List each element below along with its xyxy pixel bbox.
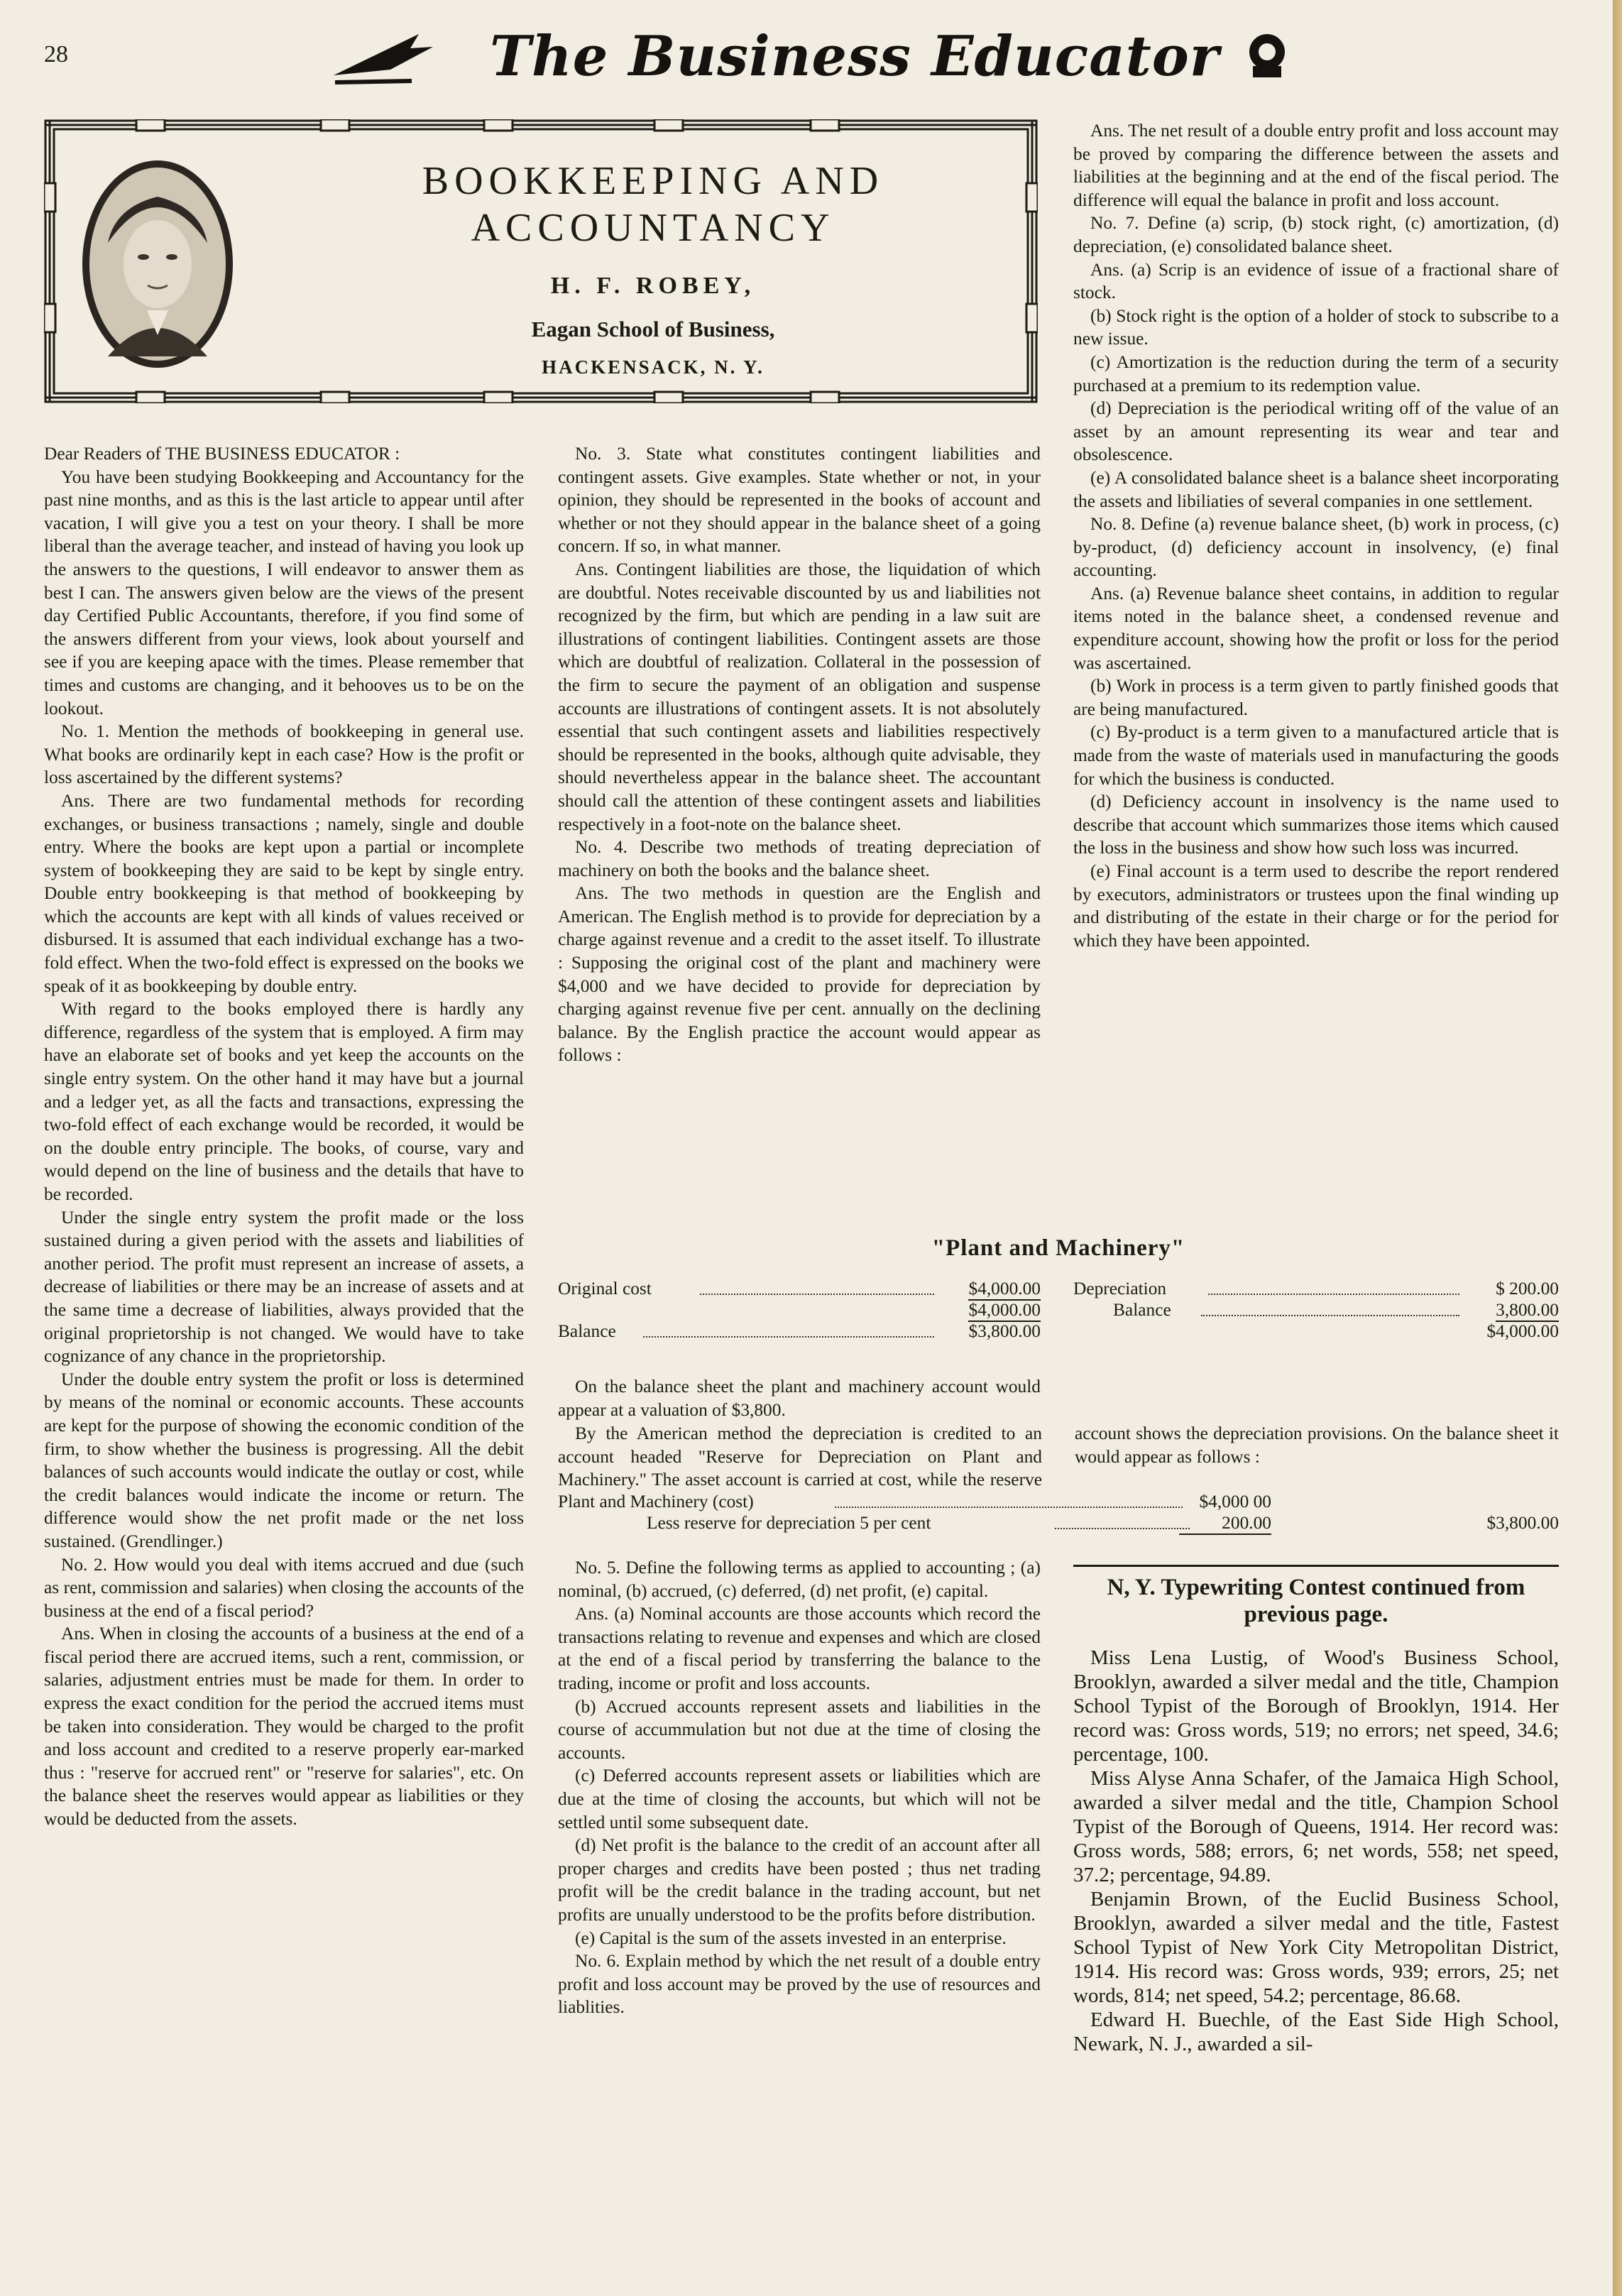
quill-icon [334,34,433,82]
ledger-row [558,1278,1041,1299]
answer: Ans. When in closing the accounts of a business at the end of a fiscal period there are accrued items, such a rent, commission, or salaries, adjustment entries must be made for them. In order to express the exact condition for the period the accrued items must be taken into consideration. They would be charged to the profit and loss account and credited to a reserve properly ear-marked thus : "reserve for accrued rent" or "reserve for salaries", etc. On the balance sheet the reserves would appear as liabilities or they would be deducted from the assets. [44,1624,524,1830]
leader-dots [1055,1528,1190,1529]
answer: (b) Work in process is a term given to partly finished goods that are being manufactured. [1073,676,1559,719]
answer: Ans. There are two fundamental methods for recording exchanges, or business transactions ; namely, single and double entry. Where the books are kept upon a partial or incomplete system of bookkeeping they are said to be kept by single entry. Double entry bookkeeping is that method of bookkeeping by which the accounts are kept with all kinds of values received or disbursed. It is assumed that each individual exchange has a two-fold effect. When the two-fold effect is expressed on the books we speak of it as bookkeeping by double entry. [44,790,524,996]
article-title-line1: BOOKKEEPING AND [422,159,884,203]
ledger-label: Balance [558,1321,616,1341]
page-number: 28 [44,41,68,67]
answer: (b) Accrued accounts represent assets and liabilities in the course of accummulation but not due at the time of closing the accounts. [558,1696,1041,1763]
paragraph: With regard to the books employed there is hardly any difference, regardless of the system that is employed. A firm may have an elaborate set of books and yet keep the accounts on the single entry system. On the other hand it may have but a journal and a ledger yet, as all the facts and transactions, expressing the two-fold effect of each exchange would be recorded, it would be on the double entry principle. The books, of course, vary and would depend on the line of business and the details that have to be recorded. [44,999,524,1204]
question: No. 3. State what constitutes contingent liabilities and contingent assets. Give examples. State whether or not, in your opinion, they should be represented in the books of account and whether or not they should appear in the balance sheet of a going concern. If so, in what manner. [558,444,1041,557]
ledger-label: Plant and Machinery (cost) [558,1492,754,1511]
account-title: "Plant and Machinery" [931,1235,1185,1261]
ledger-total: $4,000.00 [1486,1321,1559,1341]
ledger-amount: 3,800.00 [1496,1299,1559,1322]
leader-dots [643,1336,934,1338]
leader-dots [700,1294,934,1295]
ledger-row [1073,1321,1559,1342]
contest-column [1073,1646,1559,2056]
ledger-row [1073,1278,1559,1299]
ledger-label: Less reserve for depreciation 5 per cent [647,1513,931,1533]
author-school: Eagan School of Business, [531,317,775,341]
answer: Ans. Contingent liabilities are those, the liquidation of which are doubtful. Notes receivable discounted by us and liabilities not recognized by the firm, but which are pending in a law suit are illustrations of contingent liabilities. Contingent assets are those which are doubtful of realization. Collateral in the possession of the firm to secure the payment of an obligation and suspense accounts are illustrations of contingent assets. It is not absolutely essential that such contingent assets and liabilities respectively should be represented in the books, although quite advisable, they should nevertheless appear in the balance sheet. The accountant should call the attention of these contingent assets and liabilities respectively in a foot-note on the balance sheet. [558,559,1041,834]
article-column-1 [44,442,524,1831]
answer: (d) Net profit is the balance to the credit of an account after all proper charges and credits have been posted ; thus net trading profit will be the credit balance in the trading account, but net profits are unually understood to be the profits before distribution. [558,1835,1041,1925]
question: No. 2. How would you deal with items accrued and due (such as rent, commission and salaries) when closing the accounts of the business at the end of a fiscal period? [44,1554,524,1621]
paragraph: By the American method the depreciation is credited to an account headed "Reserve for Depreciation on Plant and Machinery." The asset account is carried at cost, while the reserve account shows the depreciation provisions. On the balance sheet it would appear as follows : [558,1423,1559,1490]
ledger-label: Original cost [558,1279,652,1299]
between-text-left [558,1375,1041,1421]
page-edge [1613,0,1622,2296]
answer: (e) A consolidated balance sheet is a balance sheet incorporating the assets and libiliaties of several companies in one settlement. [1073,467,1559,511]
leader-dots [1201,1315,1459,1316]
answer: Ans. (a) Scrip is an evidence of issue of a fractional share of stock. [1073,259,1559,303]
answer: (c) Amortization is the reduction during the term of a security purchased at a premium to its redemption value. [1073,351,1559,395]
contest-title: N, Y. Typewriting Contest continued from previous page. [1107,1575,1525,1627]
answer: (d) Depreciation is the periodical writing off of the value of an asset by an amount representing its wear and tear and obsolescence. [1073,398,1559,465]
answer: Ans. (a) Revenue balance sheet contains, in addition to regular items noted in the balance sheet, a condensed revenue and expenditure account, showing how the profit or loss for the period was ascertained. [1073,583,1559,673]
article-column-2 [558,442,1041,1067]
ledger-total: $4,000.00 [968,1299,1041,1322]
answer: (e) Capital is the sum of the assets invested in an enterprise. [575,1928,1007,1948]
ledger-amount: $3,800.00 [968,1321,1041,1341]
ledger-amount: $4,000 00 [1199,1492,1271,1511]
salutation: Dear Readers of THE BUSINESS EDUCATOR : [44,444,400,464]
ledger-row [558,1299,1041,1321]
question: No. 6. Explain method by which the net result of a double entry profit and loss account may be proved by the use of resources and liablities. [558,1951,1041,2018]
answer: (e) Final account is a term used to describe the report rendered by executors, administrators or trustees upon the final winding up and distributing of the estate in their charge or for the period for which they have been appointed. [1073,861,1559,951]
paragraph: Under the single entry system the profit made or the loss sustained during a given period with the assets and liabilities of another period. The profit must represent an increase of assets, a decrease of liabilities or there may be an increase of assets and at the same time a decrease of liabilities, always provided that the original proprietorship is not changed. We would have to take cognizance of any chance in the proprietorship. [44,1207,524,1367]
article-header-text [298,158,1008,378]
ledger-amount: $ 200.00 [1496,1279,1559,1299]
masthead-title: The Business Educator [490,24,1220,89]
author-portrait [80,158,236,371]
author-name: H. F. ROBEY, [550,273,756,299]
ledger-amount: 200.00 [1179,1512,1271,1535]
section-divider [1073,1565,1559,1567]
between-text-split [558,1422,1559,1492]
answer: (b) Stock right is the option of a holder of stock to subscribe to a new issue. [1073,305,1559,349]
paragraph: Miss Lena Lustig, of Wood's Business School, Brooklyn, awarded a silver medal and the title, Champion School Typist of the Borough of Brooklyn, 1914. Her record was: Gross words, 519; no errors; net speed, 34.6; percentage, 100. [1073,1646,1559,1766]
ledger-row [1073,1299,1559,1321]
paragraph: Edward H. Buechle, of the East Side High School, Newark, N. J., awarded a sil- [1073,2008,1559,2055]
portrait-image [80,158,236,371]
question: No. 7. Define (a) scrip, (b) stock right, (c) amortization, (d) depreciation, (e) consolidated balance sheet. [1073,213,1559,256]
ledger-row [558,1512,1559,1534]
paragraph: Benjamin Brown, of the Euclid Business School, Brooklyn, awarded a silver medal and the title, Fastest School Typist of New York City Metropolitan District, 1914. His record was: Gross words, 939; errors, 25; net words, 814; net speed, 54.2; percentage, 86.68. [1073,1888,1559,2007]
paragraph: You have been studying Bookkeeping and Accountancy for the past nine months, and as this is the last article to appear until after vacation, I will give you a test on your theory. I shall be more liberal than the average teacher, and instead of having you look up the answers to the questions, I will endeavor to answer them as best I can. The answers given below are the views of the present day Certified Public Accountants, therefore, if you find some of the answers different from your views, look about yourself and see if you are keeping apace with the times. Please remember that times and customs are changing, and it behooves us to be on the lookout. [44,466,524,718]
ledger-net: $3,800.00 [1486,1513,1559,1533]
ledger-row [558,1491,1559,1512]
leader-dots [835,1507,1183,1508]
balance-sheet-extract [558,1491,1559,1534]
author-city: HACKENSACK, N. Y. [542,356,765,378]
answer: (d) Deficiency account in insolvency is the name used to describe that account which summarizes those items which caused the loss in the business and show how such loss was incurred. [1073,792,1559,858]
answer: Ans. The two methods in question are the English and American. The English method is to provide for depreciation by a charge against revenue and a credit to the asset itself. To illustrate : Supposing the original cost of the plant and machinery were $4,000 and we have decided to provide for depreciation by charging against revenue five per cent. annually on the declining balance. By the English practice the account would appear as follows : [558,883,1041,1066]
article-title-line2: ACCOUNTANCY [471,206,835,250]
answer: (c) Deferred accounts represent assets or liabilities which are due at the time of closing the accounts, but which will not be settled until some subsequent date. [558,1766,1041,1832]
article-column-2-continued [558,1556,1041,2019]
question: No. 5. Define the following terms as applied to accounting ; (a) nominal, (b) accrued, (c) deferred, (d) net profit, (e) capital. [558,1558,1041,1601]
answer: Ans. (a) Nominal accounts are those accounts which record the transactions relating to revenue and expenses and which are closed at the end of a fiscal period by transferring the balance to the trading, income or profit and loss accounts. [558,1604,1041,1693]
ledger-amount: $4,000.00 [968,1278,1041,1301]
account-debit-side [558,1278,1041,1342]
paragraph: Under the double entry system the profit or loss is determined by means of the nominal or economic accounts. These accounts are kept for the purpose of showing the economic condition of the firm, to show whether the business is progressing. All the debit balances of such accounts would indicate the outlay or cost, while the credit balances would indicate the income or return. The difference would show the net profit made or the net loss sustained. (Grendlinger.) [44,1369,524,1551]
answer: Ans. The net result of a double entry profit and loss account may be proved by comparing the difference between the assets and liabilities at the beginning and at the end of the fiscal period. The difference will equal the balance in profit and loss account. [1073,121,1559,210]
ledger-label: Depreciation [1073,1279,1167,1299]
paragraph: On the balance sheet the plant and machinery account would appear at a valuation of $3,800. [558,1377,1041,1420]
question: No. 4. Describe two methods of treating depreciation of machinery on both the books and the balance sheet. [558,837,1041,880]
answer: (c) By-product is a term given to a manufactured article that is made from the waste of materials used in manufacturing the goods for which the business is conducted. [1073,722,1559,789]
emblem-icon [1249,34,1285,77]
masthead [327,20,1342,91]
question: No. 8. Define (a) revenue balance sheet, (b) work in process, (c) by-product, (d) deficiency account in insolvency, (e) final accounting. [1073,514,1559,581]
paragraph: Miss Alyse Anna Schafer, of the Jamaica High School, awarded a silver medal and the title, Champion School Typist of the Borough of Queens, 1914. Her record was: Gross words, 588; errors, 6; net words, 558; net speed, 37.2; percentage, 94.89. [1073,1767,1559,1886]
ledger-label: Balance [1113,1300,1171,1320]
ledger-row [558,1321,1041,1342]
article-column-3 [1073,119,1559,952]
leader-dots [1208,1294,1459,1295]
account-credit-side [1073,1278,1559,1342]
question: No. 1. Mention the methods of bookkeeping in general use. What books are ordinarily kept in each case? How is the profit or loss ascertained by the different systems? [44,721,524,788]
